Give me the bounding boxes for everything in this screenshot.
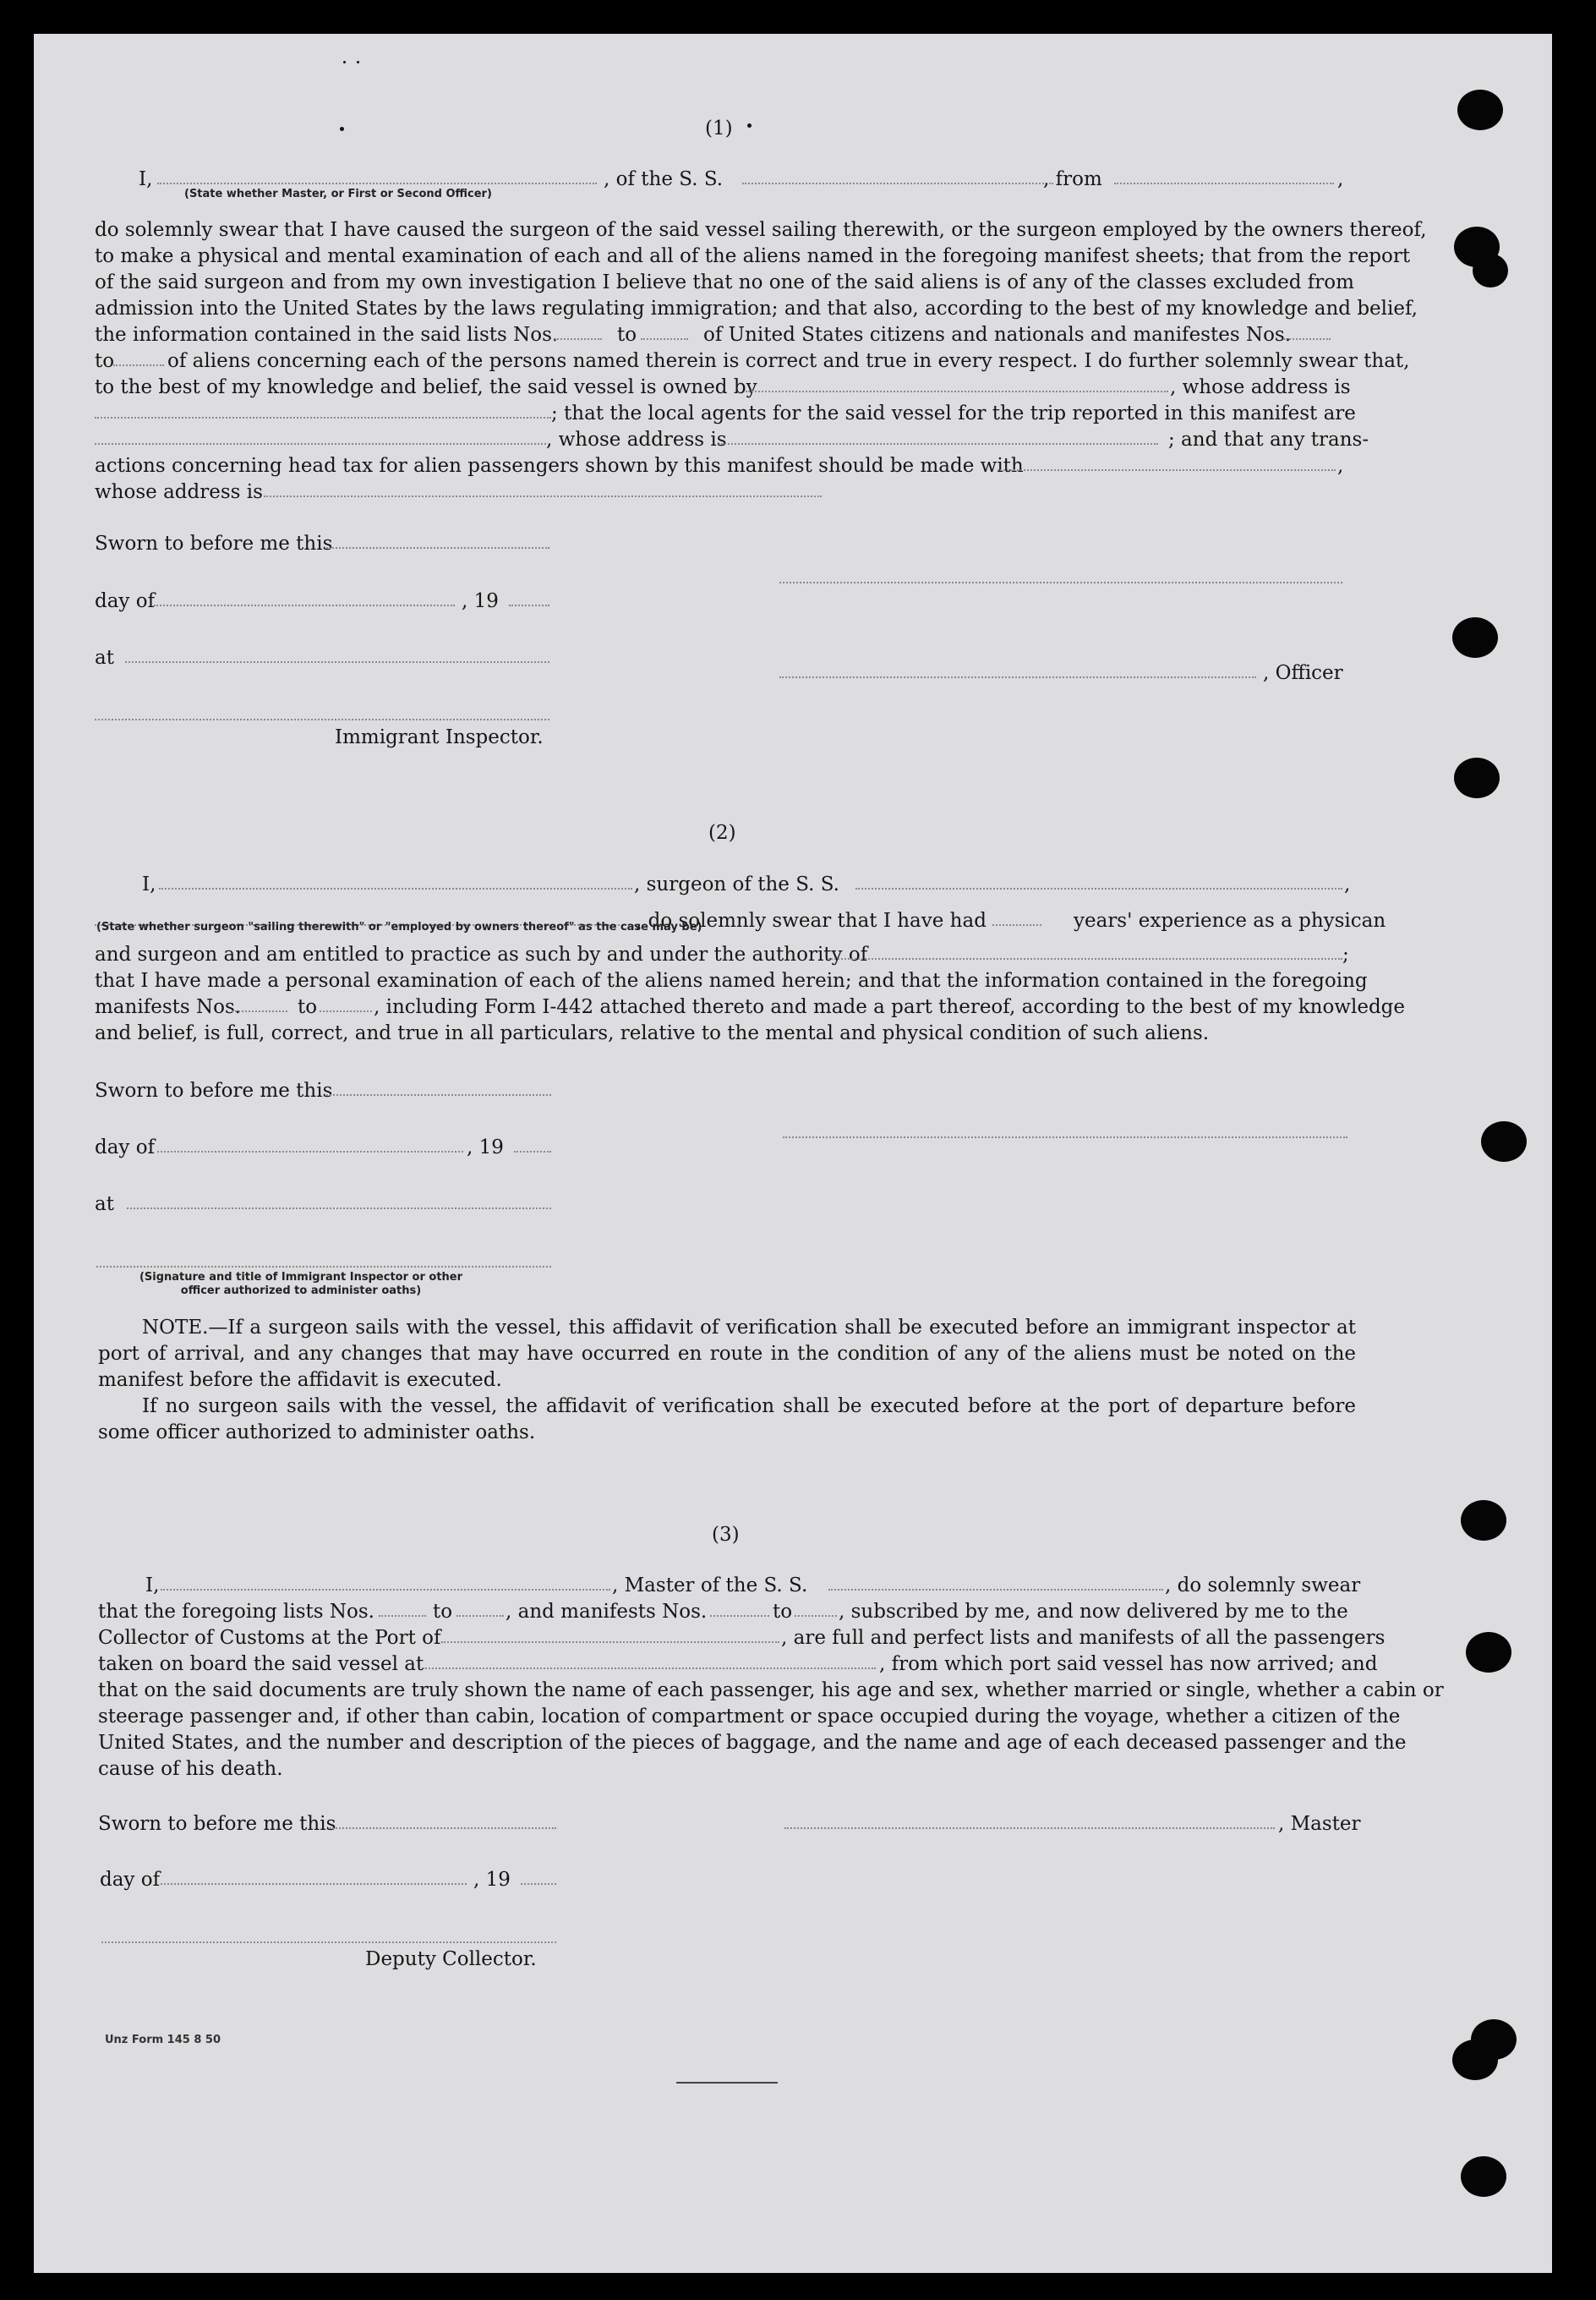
master-of-label: , Master of the S. S. (612, 1574, 808, 1596)
ship-name-field[interactable] (742, 183, 1053, 184)
affidavit-line: United States, and the number and description of the pieces of baggage, and the name and age of each deceased passenger and the (98, 1732, 1407, 1754)
affidavit-line: , do solemnly swear (1165, 1574, 1361, 1596)
to-label: to (617, 324, 637, 346)
affidavit-line: , including Form I-442 attached thereto and made a part thereof, according to the best of my knowledge (374, 996, 1405, 1018)
affidavit-line: , from which port said vessel has now arrived; and (879, 1653, 1378, 1675)
affidavit-line: to the best of my knowledge and belief, the said vessel is owned by (95, 376, 757, 398)
inspector-signature-field[interactable] (95, 719, 549, 720)
affidavit-line: steerage passenger and, if other than cabin, location of compartment or space occupied during the voyage, whether a citizen of the (98, 1706, 1401, 1728)
inspector-signature-field[interactable] (96, 1266, 551, 1268)
collector-signature-field[interactable] (101, 1941, 556, 1943)
lists-to-field[interactable] (641, 338, 688, 340)
sworn-day-field[interactable] (330, 1827, 556, 1829)
surgeon-of-label: , surgeon of the S. S. (634, 873, 839, 895)
inspector-label: Immigrant Inspector. (335, 726, 544, 748)
surgeon-name-field[interactable] (159, 888, 632, 890)
manifests-from-field[interactable] (710, 1615, 769, 1617)
sworn-day-field[interactable] (326, 547, 549, 549)
affidavit-line: ; and that any trans- (1168, 429, 1369, 451)
affidavit-line: and surgeon and am entitled to practice as such by and under the authority of (95, 944, 868, 966)
surgeon-ship-field[interactable] (855, 888, 1342, 890)
affidavit-line: manifests Nos. (95, 996, 242, 1018)
year-label: , 19 (467, 1136, 504, 1158)
punch-hole (1466, 1632, 1511, 1673)
departure-port-field[interactable] (423, 1668, 876, 1669)
divider (676, 2082, 778, 2084)
sworn-day-field[interactable] (326, 1094, 551, 1096)
form-number: Unz Form 145 8 50 (105, 2034, 221, 2046)
of-ss-label: , of the S. S. (604, 168, 724, 190)
note-paragraph: NOTE.—If a surgeon sails with the vessel, this affidavit of verification shall be executed before an immigrant inspector at port of arrival, and any changes that may have occurred en route in the condition of any of the aliens must be noted on the manifest before the affidavit is executed. (98, 1317, 1356, 1391)
affidavit-line: actions concerning head tax for alien passengers shown by this manifest should be made with (95, 455, 1024, 477)
day-of-field[interactable] (157, 1151, 463, 1153)
section-3-number: (3) (712, 1524, 740, 1546)
to-label: to (298, 996, 318, 1018)
year-field[interactable] (521, 1883, 556, 1885)
lists-from-field[interactable] (555, 338, 602, 340)
master-name-field[interactable] (161, 1589, 610, 1591)
head-tax-agent-field[interactable] (998, 469, 1336, 471)
ink-speck (747, 123, 752, 128)
manifests-to-field[interactable] (795, 1615, 837, 1617)
whose-address-label: , whose address is (1170, 376, 1351, 398)
deputy-label: Deputy Collector. (365, 1948, 537, 1970)
affidavit-line: years' experience as a physican (1074, 910, 1386, 932)
affidavit-line: do solemnly swear that I have caused the surgeon of the said vessel sailing therewith, or the surgeon employed by the owners thereof, (95, 219, 1427, 241)
affidavit-line: , subscribed by me, and now delivered by me to the (839, 1601, 1348, 1623)
master-signature-field[interactable] (784, 1827, 1275, 1829)
authority-field[interactable] (828, 958, 1342, 960)
comma: , (1344, 873, 1351, 895)
comma: , (1337, 455, 1344, 477)
day-of-label: day of (95, 1136, 156, 1158)
to-label: to (773, 1601, 793, 1623)
year-field[interactable] (514, 1151, 551, 1153)
day-of-field[interactable] (161, 1883, 467, 1885)
day-of-label: day of (100, 1869, 161, 1891)
agents-address-field[interactable] (719, 443, 1158, 445)
officer-caption: (State whether Master, or First or Second Officer) (184, 188, 492, 200)
year-field[interactable] (509, 605, 549, 606)
to-label: to (95, 350, 115, 372)
affidavit-line: of United States citizens and nationals and manifestes Nos. (703, 324, 1292, 346)
affidavit-line: the information contained in the said lists Nos. (95, 324, 559, 346)
sworn-label: Sworn to before me this (95, 1080, 333, 1102)
at-label: at (95, 1193, 114, 1215)
section-2-number: (2) (708, 822, 736, 844)
signature-caption: officer authorized to administer oaths) (180, 1284, 422, 1297)
day-of-field[interactable] (154, 605, 455, 606)
i-label: I, (139, 168, 153, 190)
master-label: , Master (1278, 1813, 1361, 1835)
affidavit-line: of aliens concerning each of the persons named therein is correct and true in every respect. I do further solemnly swear that, (167, 350, 1410, 372)
owner-address-field[interactable] (95, 417, 551, 419)
affidavit-line: that on the said documents are truly shown the name of each passenger, his age and sex, whether married or single, whether a cabin or (98, 1679, 1444, 1701)
port-from-field[interactable] (1114, 183, 1334, 184)
ink-speck (340, 127, 344, 131)
i-label: I, (142, 873, 156, 895)
from-label: , from (1043, 168, 1102, 190)
officer-label: , Officer (1263, 662, 1343, 684)
affidavit-line: , are full and perfect lists and manifests of all the passengers (781, 1627, 1386, 1649)
section-1-number: (1) (705, 118, 733, 140)
agents-field[interactable] (95, 443, 546, 445)
at-place-field[interactable] (125, 661, 549, 663)
punch-hole (1461, 1500, 1506, 1541)
signature-caption: (Signature and title of Immigrant Inspector or other (139, 1271, 463, 1284)
year-label: , 19 (473, 1869, 511, 1891)
to-label: to (433, 1601, 453, 1623)
affidavit-line: and belief, is full, correct, and true in all particulars, relative to the mental and physical condition of such aliens. (95, 1022, 1210, 1044)
at-place-field[interactable] (127, 1208, 551, 1209)
affidavit-line: taken on board the said vessel at (98, 1653, 424, 1675)
affidavit-line: cause of his death. (98, 1758, 283, 1780)
whose-address-label: whose address is (95, 481, 263, 503)
affidavit-line: that I have made a personal examination of each of the aliens named herein; and that the information contained in the foregoing (95, 970, 1368, 992)
surgeon-signature-field[interactable] (783, 1136, 1347, 1138)
ink-speck (357, 61, 359, 63)
manifests-from-field[interactable] (232, 1010, 287, 1012)
manifests-from-field[interactable] (1283, 338, 1331, 340)
punch-hole (1461, 2156, 1506, 2197)
affidavit-line: , and manifests Nos. (506, 1601, 708, 1623)
years-experience-field[interactable] (992, 924, 1041, 926)
whose-address-label: , whose address is (546, 429, 727, 451)
affidavit-line: ; that the local agents for the said vessel for the trip reported in this manifest are (551, 402, 1356, 424)
punch-hole (1454, 758, 1500, 798)
year-label: , 19 (462, 590, 499, 612)
sworn-label: Sworn to before me this (98, 1813, 336, 1835)
day-of-label: day of (95, 590, 156, 612)
officer-name-field[interactable] (157, 183, 597, 184)
lists-to-field[interactable] (456, 1615, 504, 1617)
officer-signature-field[interactable] (779, 582, 1342, 583)
ink-speck (343, 61, 346, 63)
punch-hole (1481, 1121, 1527, 1162)
officer-title-field[interactable] (779, 676, 1256, 678)
punch-hole (1473, 254, 1508, 288)
lists-from-field[interactable] (379, 1615, 426, 1617)
semicolon: ; (1342, 944, 1349, 966)
master-ship-field[interactable] (828, 1589, 1163, 1591)
at-label: at (95, 647, 114, 669)
affidavit-line: to make a physical and mental examination of each and all of the aliens named in the foregoing manifest sheets; that from the report (95, 245, 1411, 267)
affidavit-line: that the foregoing lists Nos. (98, 1601, 374, 1623)
port-field[interactable] (441, 1641, 779, 1643)
surgeon-caption: (State whether surgeon "sailing therewith" or "employed by owners thereof" as the case may be) (96, 921, 702, 934)
affidavit-line: , do solemnly swear that I have had (636, 910, 987, 932)
comma: , (1337, 168, 1344, 190)
owner-field[interactable] (746, 391, 1168, 392)
affidavit-line: admission into the United States by the laws regulating immigration; and that also, according to the best of my knowledge and belief, (95, 298, 1418, 320)
punch-hole (1452, 2040, 1498, 2080)
sworn-label: Sworn to before me this (95, 533, 333, 555)
affidavit-line: of the said surgeon and from my own investigation I believe that no one of the said aliens is of any of the classes excluded from (95, 271, 1354, 293)
punch-hole (1457, 90, 1503, 130)
manifests-to-field[interactable] (113, 364, 164, 366)
i-label: I, (145, 1574, 160, 1596)
punch-hole (1452, 617, 1498, 658)
head-tax-address-field[interactable] (264, 496, 822, 497)
affidavit-line: Collector of Customs at the Port of (98, 1627, 441, 1649)
note-paragraph: If no surgeon sails with the vessel, the affidavit of verification shall be executed before at the port of departure before some officer authorized to administer oaths. (98, 1395, 1356, 1443)
manifests-to-field[interactable] (320, 1010, 372, 1012)
